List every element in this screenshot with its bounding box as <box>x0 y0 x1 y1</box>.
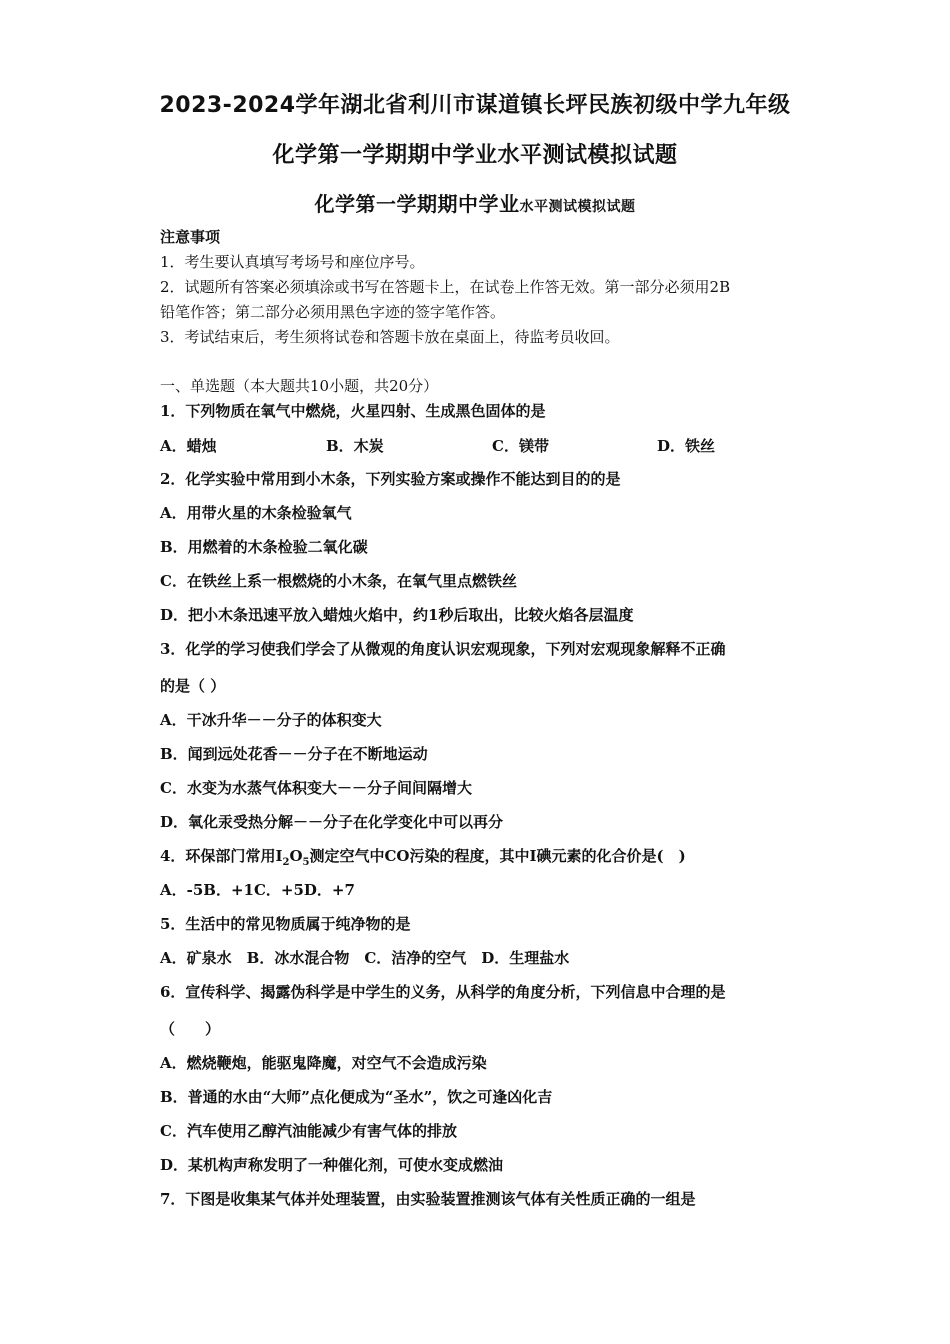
note-item: 3．考试结束后，考生须将试卷和答题卡放在桌面上，待监考员收回。 <box>160 328 620 346</box>
q5-stem: 5．生活中的常见物质属于纯净物的是 <box>160 915 411 933</box>
q3-option-d: D．氧化汞受热分解－－分子在化学变化中可以再分 <box>160 813 504 831</box>
q3-option-a: A．干冰升华－－分子的体积变大 <box>160 711 382 729</box>
note-item: 铅笔作答；第二部分必须用黑色字迹的签字笔作答。 <box>160 303 506 321</box>
q6-option-c: C．汽车使用乙醇汽油能减少有害气体的排放 <box>160 1122 457 1140</box>
exam-title-line3 <box>0 188 950 217</box>
q6-stem-line2: （ ） <box>160 1020 221 1038</box>
q4-stem-pre: 4．环保部门常用I <box>160 847 283 865</box>
q1-stem: 1．下列物质在氧气中燃烧，火星四射、生成黑色固体的是 <box>160 402 546 420</box>
q4-options: A．-5B．+1C．+5D．+7 <box>160 881 355 899</box>
q6-option-a: A．燃烧鞭炮，能驱鬼降魔，对空气不会造成污染 <box>160 1054 487 1072</box>
q5-options: A．矿泉水 B．冰水混合物 C．洁净的空气 D．生理盐水 <box>160 949 570 967</box>
exam-title-line1: 2023-2024学年湖北省利川市谋道镇长坪民族初级中学九年级 <box>159 93 791 118</box>
q2-option-b: B．用燃着的木条检验二氧化碳 <box>160 538 368 556</box>
exam-title-line2: 化学第一学期期中学业水平测试模拟试题 <box>272 143 678 168</box>
q1-options <box>160 435 800 455</box>
notes-heading: 注意事项 <box>160 228 221 246</box>
q4-sub-5: 5 <box>302 857 310 868</box>
q1-option-b: B．木炭 <box>326 437 384 455</box>
q1-option-d: D．铁丝 <box>657 437 716 455</box>
q3-stem-line1: 3．化学的学习使我们学会了从微观的角度认识宏观现象，下列对宏观现象解释不正确 <box>160 640 726 658</box>
q4-sub-2: 2 <box>282 857 290 868</box>
q2-stem: 2．化学实验中常用到小木条，下列实验方案或操作不能达到目的的是 <box>160 470 621 488</box>
q1-option-c: C．镁带 <box>492 437 549 455</box>
q2-option-c: C．在铁丝上系一根燃烧的小木条，在氧气里点燃铁丝 <box>160 572 517 590</box>
section1-heading: 一、单选题（本大题共10小题，共20分） <box>160 377 439 395</box>
q3-option-c: C．水变为水蒸气体积变大－－分子间间隔增大 <box>160 779 472 797</box>
q4-stem <box>160 846 686 873</box>
q2-option-d: D．把小木条迅速平放入蜡烛火焰中，约1秒后取出，比较火焰各层温度 <box>160 606 634 624</box>
q2-option-a: A．用带火星的木条检验氧气 <box>160 504 352 522</box>
q4-stem-mid: O <box>289 847 303 865</box>
q6-stem-line1: 6．宣传科学、揭露伪科学是中学生的义务，从科学的角度分析，下列信息中合理的是 <box>160 983 726 1001</box>
q6-option-d: D．某机构声称发明了一种催化剂，可使水变成燃油 <box>160 1156 504 1174</box>
note-item: 2．试题所有答案必须填涂或书写在答题卡上，在试卷上作答无效。第一部分必须用2B <box>160 278 731 296</box>
note-item: 1．考生要认真填写考场号和座位序号。 <box>160 253 425 271</box>
q6-option-b: B．普通的水由“大师”点化便成为“圣水”，饮之可逢凶化吉 <box>160 1088 553 1106</box>
exam-title-line3-small: 水平测试模拟试题 <box>519 199 636 215</box>
exam-title-line3-big: 化学第一学期期中学业 <box>314 192 520 216</box>
q1-option-a: A．蜡烛 <box>160 437 217 455</box>
q3-option-b: B．闻到远处花香－－分子在不断地运动 <box>160 745 428 763</box>
q7-stem: 7．下图是收集某气体并处理装置，由实验装置推测该气体有关性质正确的一组是 <box>160 1190 696 1208</box>
q3-stem-line2: 的是（ ） <box>160 677 226 695</box>
q4-stem-post: 测定空气中CO污染的程度，其中I碘元素的化合价是( ) <box>309 847 686 865</box>
